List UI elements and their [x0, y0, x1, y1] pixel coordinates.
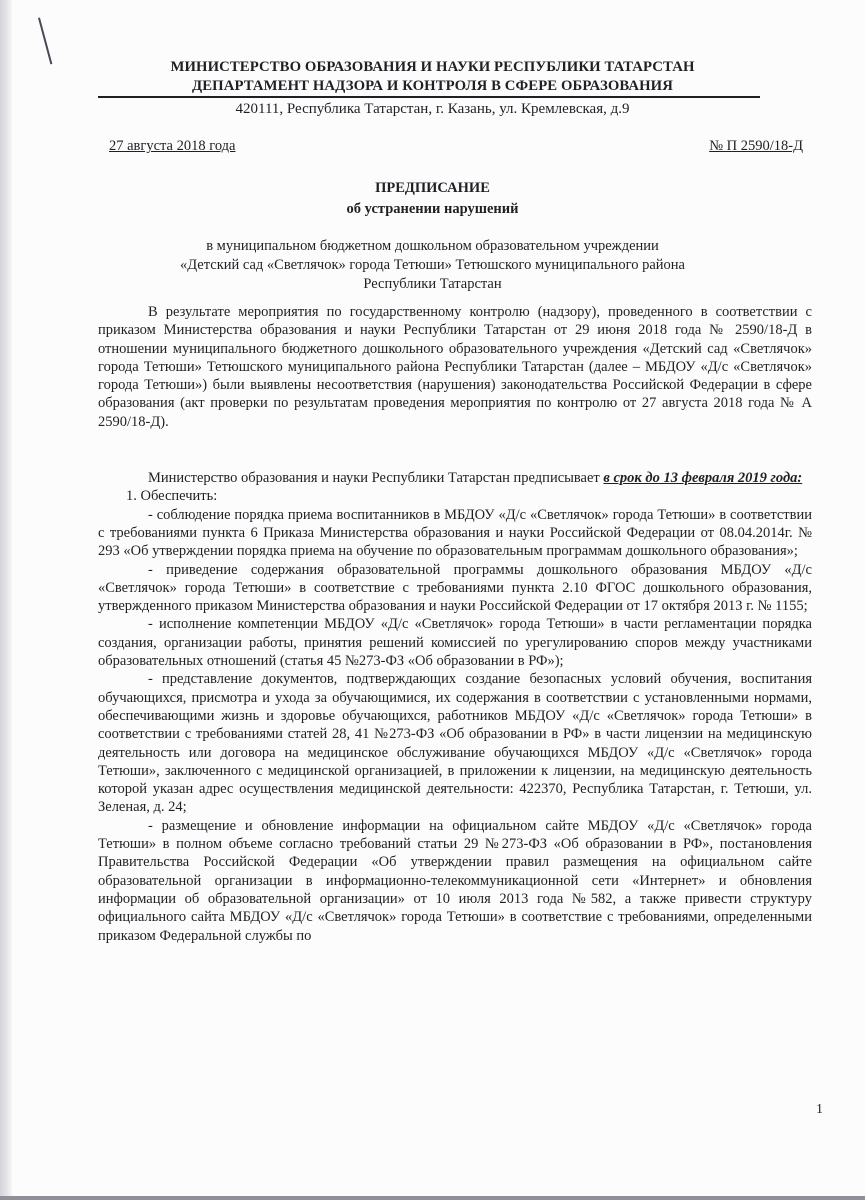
subject-line-1: в муниципальном бюджетном дошкольном образовательном учреждении [206, 238, 659, 254]
prescription-paragraph [98, 469, 812, 487]
letterhead-divider [98, 96, 760, 98]
intro-paragraph: В результате мероприятия по государственному контролю (надзору), проведенного в соответствии с приказом Министерства образования и науки Республики Татарстан от 29 июня 2018 года № 2590/18-Д в отношении муниципального бюджетного дошкольного образовательного учреждения «Детский сад «Светлячок» города Тетюши» Тетюшского муниципального района Республики Татарстан (далее – МБДОУ «Д/с «Светлячок» города Тетюши») были выявлены несоответствия (нарушения) законодательства Российской Федерации в сфере образования (акт проверки по результатам проведения мероприятия по контролю от 27 августа 2018 года № А 2590/18-Д). [98, 304, 812, 430]
requirement-item: - приведение содержания образовательной программы дошкольного образования МБДОУ «Д/с «Светлячок» города Тетюши» в соответствие с требованиями пункта 2.10 ФГОС дошкольного образования, утвержденного приказом Министерства образования и науки Российской Федерации от 17 октября 2013 г. № 1155; [98, 561, 812, 615]
item-1-label: 1. Обеспечить: [126, 488, 218, 505]
requirement-item: - исполнение компетенции МБДОУ «Д/с «Светлячок» города Тетюши» в части регламентации порядка создания, организации работы, принятия решений комиссией по урегулированию споров между участниками образовательных отношений (статья 45 №273-ФЗ «Об образовании в РФ»); [98, 616, 812, 670]
document-date: 27 августа 2018 года [109, 138, 236, 154]
department-name: ДЕПАРТАМЕНТ НАДЗОРА И КОНТРОЛЯ В СФЕРЕ ОБРАЗОВАНИЯ [192, 77, 673, 94]
document-title [0, 178, 865, 220]
document-subject [0, 237, 865, 294]
letterhead [0, 57, 865, 95]
requirement-item: - представление документов, подтверждающих создание безопасных условий обучения, воспитания обучающихся, присмотра и ухода за обучающимися, их содержания в соответствии с установленными нормами, обеспечивающими жизнь и здоровье обучающихся, работников МБДОУ «Д/с «Светлячок» города Тетюши» в соответствии с требованиями статей 28, 41 №273-ФЗ «Об образовании в РФ» в части лицензии на медицинскую деятельность или договора на медицинское обслуживание обучающихся МБДОУ «Д/с «Светлячок» города Тетюши», заключенного с медицинской организацией, в приложении к лицензии, на медицинскую деятельность которой указан адрес осуществления медицинской деятельности: 422370, Республика Татарстан, г. Тетюши, ул. Зеленая, д. 24; [98, 671, 812, 816]
title-sub: об устранении нарушений [346, 201, 519, 217]
prescription-text: Министерство образования и науки Республики Татарстан предписывает [148, 470, 604, 487]
page-number: 1 [816, 1102, 823, 1117]
subject-line-3: Республики Татарстан [363, 276, 502, 292]
letterhead-address: 420111, Республика Татарстан, г. Казань, ул. Кремлевская, д.9 [235, 101, 630, 117]
scan-bottom-edge [0, 1196, 865, 1200]
ministry-name: МИНИСТЕРСТВО ОБРАЗОВАНИЯ И НАУКИ РЕСПУБЛИКИ ТАТАРСТАН [170, 58, 695, 75]
requirement-item: - размещение и обновление информации на официальном сайте МБДОУ «Д/с «Светлячок» города Тетюши» в полном объеме согласно требований статьи 29 №273-ФЗ «Об образовании в РФ», постановления Правительства Российской Федерации «Об утверждении правил размещения на официальном сайте образовательной организации в информационно-телекоммуникационной сети «Интернет» и обновления информации об образовательной организации» от 10 июля 2013 года №582, а также привести структуру официального сайта МБДОУ «Д/с «Светлячок» города Тетюши» в соответствие с требованиями, определенными приказом Федеральной службы по [98, 817, 812, 944]
document-body [98, 303, 812, 945]
document-number: № П 2590/18-Д [709, 138, 803, 154]
subject-line-2: «Детский сад «Светлячок» города Тетюши» Тетюшского муниципального района [179, 257, 685, 273]
requirement-item: - соблюдение порядка приема воспитанников в МБДОУ «Д/с «Светлячок» города Тетюши» в соответствии с требованиями пункта 6 Приказа Министерства образования и науки Российской Федерации от 08.04.2014г. № 293 «Об утверждении порядка приема на обучение по образовательным программам дошкольного образования»; [98, 506, 812, 560]
title-main: ПРЕДПИСАНИЕ [375, 180, 490, 196]
deadline: в срок до 13 февраля 2019 года: [603, 470, 803, 487]
